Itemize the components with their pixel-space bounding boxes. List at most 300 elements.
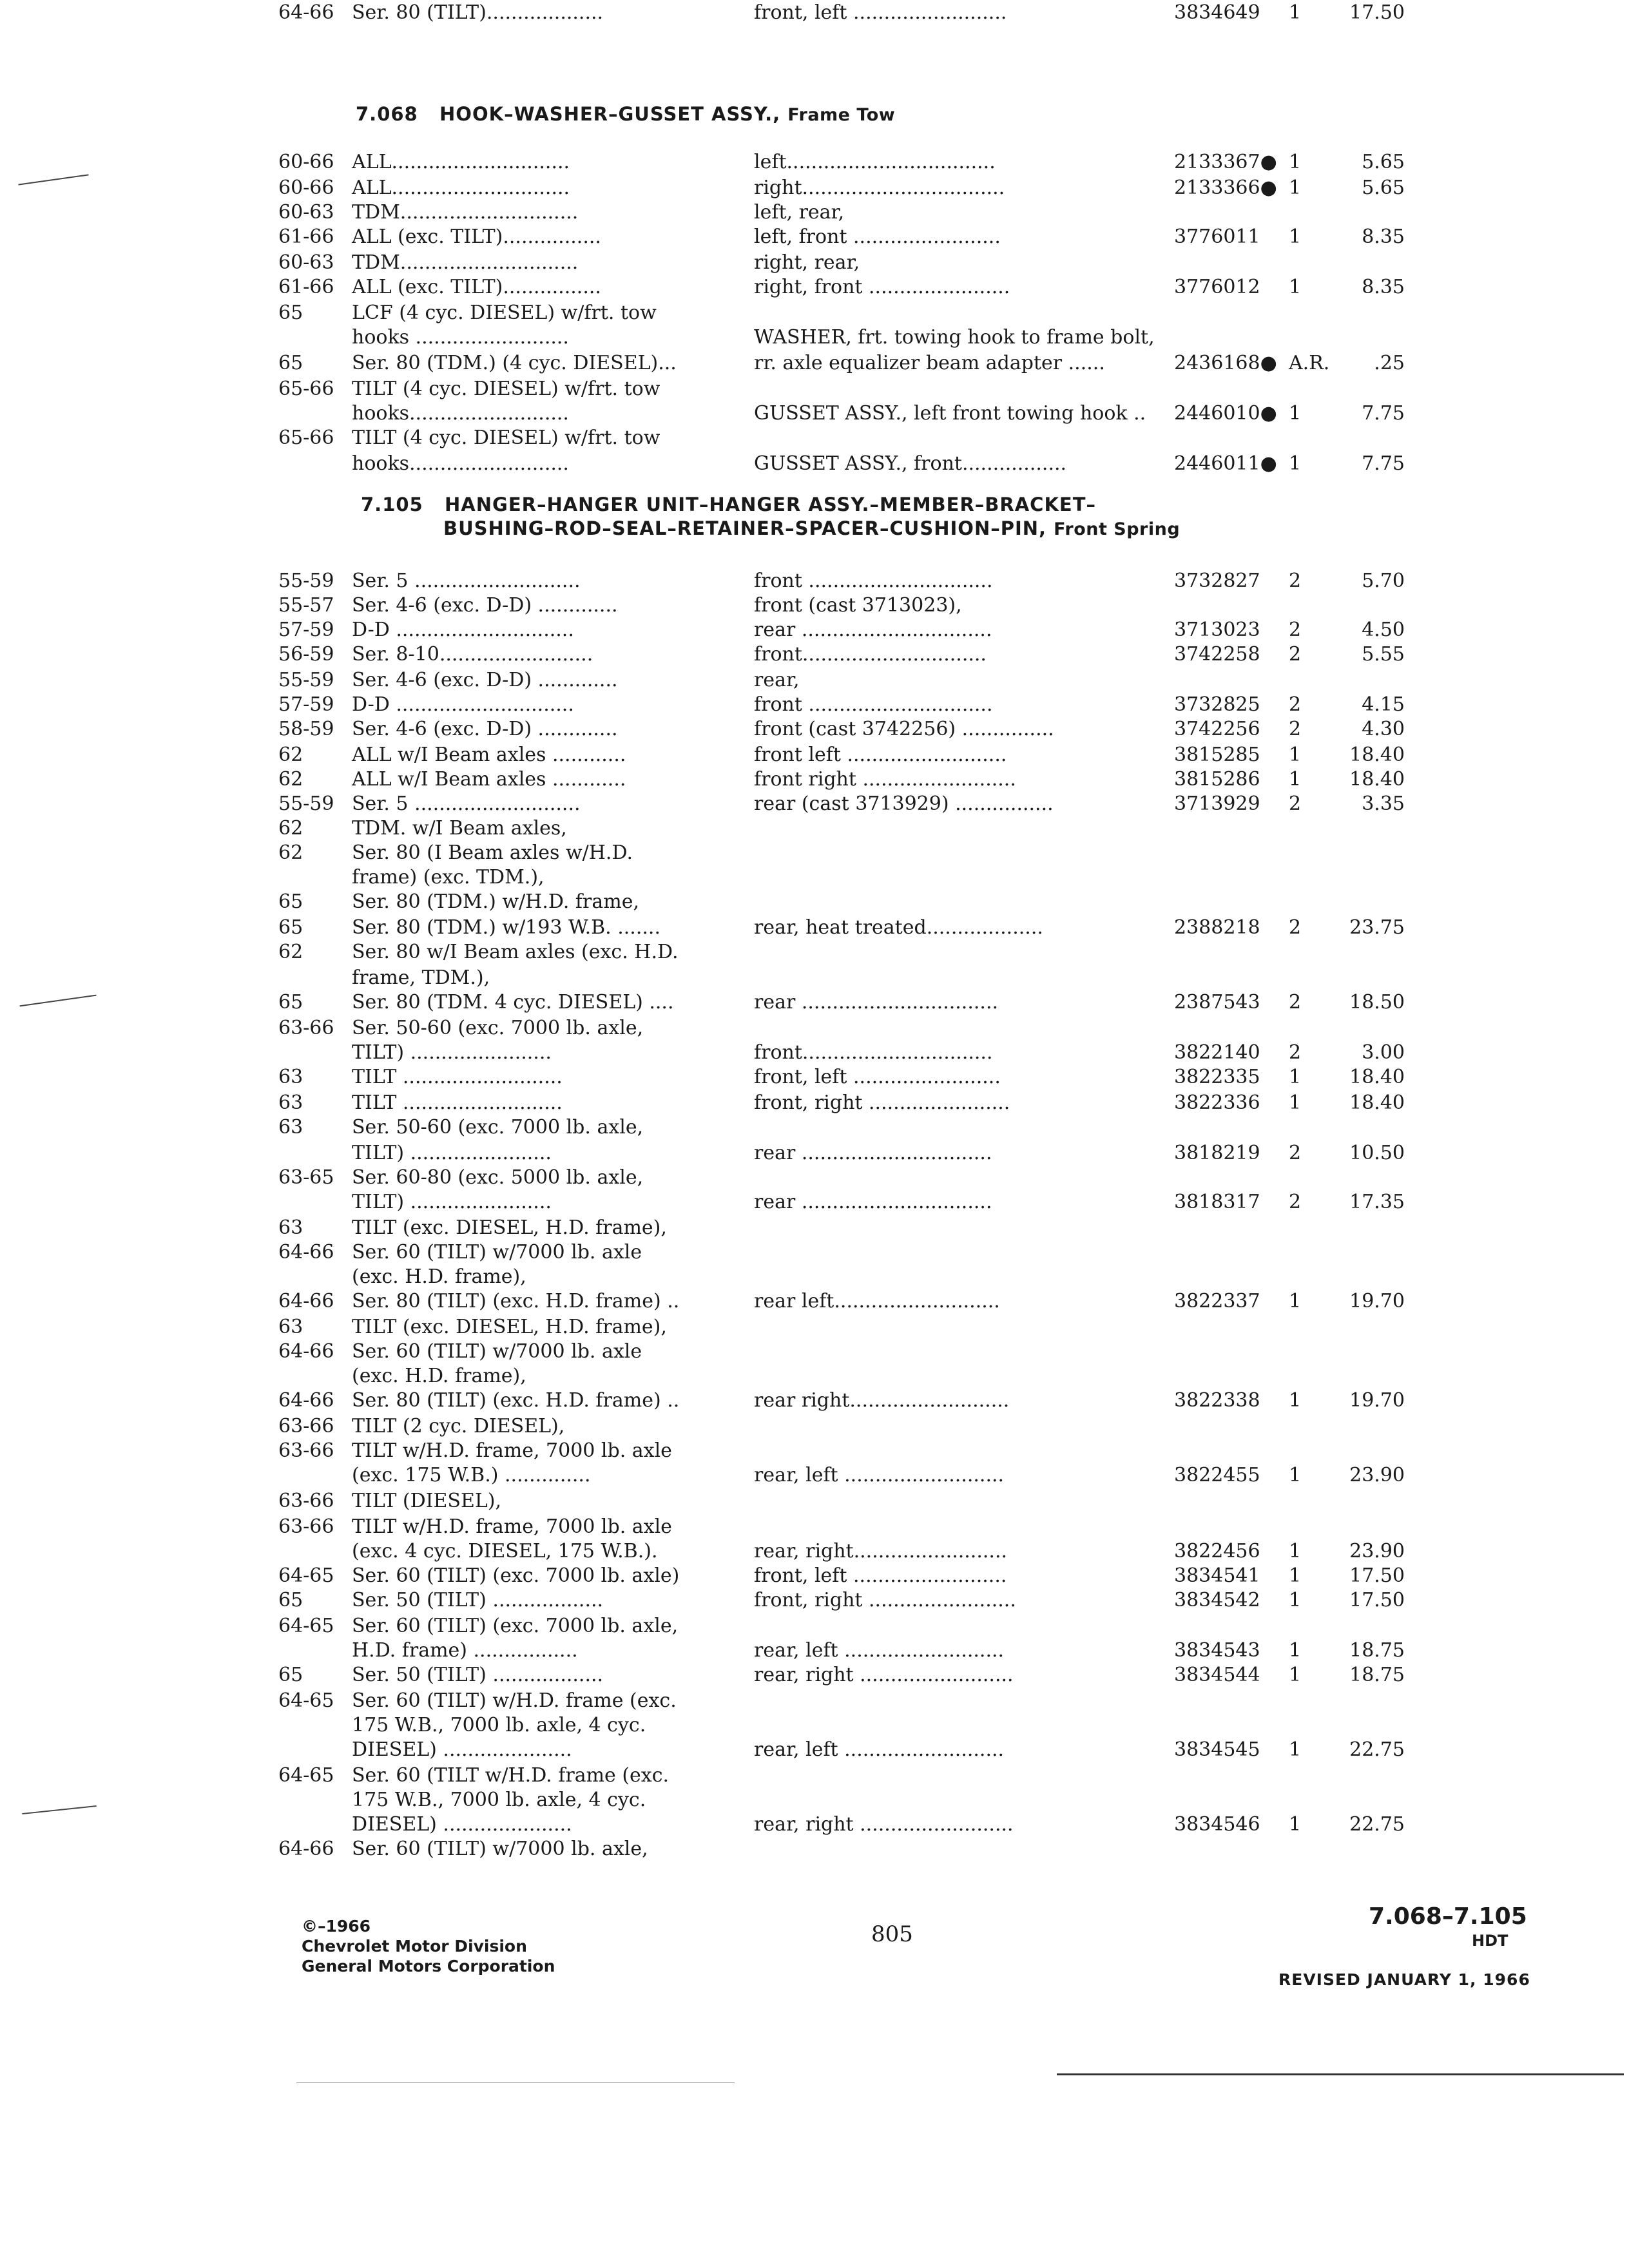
quantity-cell: 1 (1289, 1, 1302, 24)
model-cell: Ser. 60 (TILT) (exc. 7000 lb. axle) (352, 1564, 680, 1587)
table-row (0, 1737, 1629, 1763)
part-number-cell: 3776012 (1174, 276, 1260, 298)
part-number-cell: 3834542 (1174, 1589, 1260, 1611)
year-cell: 60-66 (278, 151, 334, 173)
price-cell: 18.50 (1349, 991, 1405, 1014)
quantity-cell: 1 (1289, 402, 1302, 425)
part-number-cell: 2446011● (1174, 452, 1277, 475)
table-row (0, 1488, 1629, 1514)
table-row (0, 1588, 1629, 1613)
table-row (0, 1688, 1629, 1714)
year-cell: 62 (278, 941, 304, 963)
table-row (0, 990, 1629, 1015)
description-cell: front right ......................... (754, 768, 1016, 791)
price-cell: 5.65 (1362, 177, 1405, 199)
part-number-cell: 3713023 (1174, 619, 1260, 641)
table-row (0, 376, 1629, 402)
section-header-7105-line2 (443, 517, 1180, 539)
part-number-cell: 3834541 (1174, 1564, 1260, 1587)
table-row (0, 568, 1629, 594)
quantity-cell: 2 (1289, 991, 1302, 1014)
description-cell: front............................... (754, 1041, 993, 1064)
price-cell: 17.50 (1349, 1589, 1405, 1611)
year-cell: 64-66 (278, 1389, 334, 1412)
year-cell: 63-66 (278, 1415, 334, 1437)
model-cell: Ser. 80 (TILT) (exc. H.D. frame) .. (352, 1389, 680, 1412)
year-cell: 63-66 (278, 1490, 334, 1512)
quantity-cell: 1 (1289, 1664, 1302, 1686)
description-cell: rear, left .......................... (754, 1464, 1005, 1486)
model-cell: Ser. 8-10......................... (352, 643, 593, 666)
model-cell: ALL w/I Beam axles ............ (352, 744, 626, 766)
price-cell: .25 (1374, 352, 1405, 374)
part-number-cell: 2387543 (1174, 991, 1260, 1014)
model-cell: TILT (4 cyc. DIESEL) w/frt. tow (352, 378, 660, 400)
table-row (0, 1339, 1629, 1365)
part-number-cell: 3834544 (1174, 1664, 1260, 1686)
quantity-cell: 1 (1289, 452, 1302, 475)
quantity-cell: 2 (1289, 916, 1302, 939)
description-cell: front, left ......................... (754, 1564, 1007, 1587)
table-row (0, 1713, 1629, 1738)
year-cell: 65 (278, 890, 304, 913)
table-row (0, 1514, 1629, 1540)
part-number-cell: 3834546 (1174, 1813, 1260, 1836)
table-row (0, 1189, 1629, 1215)
description-cell: left.................................. (754, 151, 996, 173)
table-row (0, 250, 1629, 276)
part-number-cell: 3742258 (1174, 643, 1260, 666)
table-row (0, 274, 1629, 300)
quantity-cell: 1 (1289, 226, 1302, 248)
table-row (0, 1763, 1629, 1789)
description-cell: right................................. (754, 177, 1005, 199)
table-row (0, 1438, 1629, 1464)
year-cell: 64-66 (278, 1838, 334, 1860)
year-cell: 61-66 (278, 276, 334, 298)
quantity-cell: 1 (1289, 1290, 1302, 1312)
quantity-cell: 2 (1289, 570, 1302, 592)
part-number-cell: 3732825 (1174, 693, 1260, 716)
quantity-cell: 1 (1289, 744, 1302, 766)
table-row (0, 1414, 1629, 1439)
model-cell: TILT (DIESEL), (352, 1490, 502, 1512)
model-cell: Ser. 60 (TILT) w/7000 lb. axle (352, 1340, 642, 1363)
year-cell: 57-59 (278, 619, 334, 641)
table-row (0, 1215, 1629, 1241)
part-number-cell: 3822336 (1174, 1091, 1260, 1114)
model-cell: ALL w/I Beam axles ............ (352, 768, 626, 791)
table-row (0, 965, 1629, 991)
table-row (0, 1388, 1629, 1414)
model-cell: ALL (exc. TILT)................ (352, 226, 601, 248)
part-number-cell: 3818219 (1174, 1142, 1260, 1164)
model-cell: D-D ............................. (352, 619, 574, 641)
model-cell: TILT) ....................... (352, 1142, 552, 1164)
table-row (0, 1563, 1629, 1589)
table-row (0, 401, 1629, 427)
quantity-cell: 1 (1289, 177, 1302, 199)
table-row (0, 1638, 1629, 1664)
model-cell: Ser. 50 (TILT) .................. (352, 1664, 604, 1686)
description-cell: front, left ........................ (754, 1066, 1001, 1088)
table-row (0, 1240, 1629, 1265)
description-cell: left, rear, (754, 201, 845, 224)
part-number-cell: 2436168● (1174, 352, 1277, 374)
part-number-cell: 3834543 (1174, 1639, 1260, 1662)
table-row (0, 716, 1629, 742)
description-cell: rear ............................... (754, 1191, 992, 1213)
part-number-cell: 3776011 (1174, 226, 1260, 248)
description-cell: front (cast 3713023), (754, 594, 962, 617)
price-cell: 18.40 (1349, 744, 1405, 766)
quantity-cell: 2 (1289, 1142, 1302, 1164)
description-cell: rear, heat treated................... (754, 916, 1043, 939)
model-cell: Ser. 60 (TILT) (exc. 7000 lb. axle, (352, 1615, 679, 1637)
section-number: 7.068 (356, 103, 418, 125)
table-row (0, 1662, 1629, 1688)
model-cell: hooks.......................... (352, 452, 569, 475)
model-cell: TILT (exc. DIESEL, H.D. frame), (352, 1216, 667, 1239)
model-cell: H.D. frame) ................. (352, 1639, 578, 1662)
quantity-cell: 1 (1289, 1813, 1302, 1836)
model-cell: TDM............................. (352, 201, 579, 224)
part-number-cell: 3818317 (1174, 1191, 1260, 1213)
description-cell: right, rear, (754, 251, 860, 274)
year-cell: 60-63 (278, 251, 334, 274)
model-cell: TILT (exc. DIESEL, H.D. frame), (352, 1316, 667, 1338)
year-cell: 57-59 (278, 693, 334, 716)
quantity-cell: 1 (1289, 1564, 1302, 1587)
model-cell: Ser. 80 (TILT) (exc. H.D. frame) .. (352, 1290, 680, 1312)
table-row (0, 425, 1629, 451)
table-row (0, 200, 1629, 226)
part-number-cell: 3822338 (1174, 1389, 1260, 1412)
description-cell: rear ............................... (754, 619, 992, 641)
price-cell: 3.00 (1362, 1041, 1405, 1064)
model-cell: Ser. 5 ........................... (352, 793, 581, 815)
model-cell: Ser. 80 (TILT)................... (352, 1, 604, 24)
model-cell: TILT (4 cyc. DIESEL) w/frt. tow (352, 427, 660, 449)
year-cell: 62 (278, 841, 304, 864)
price-cell: 17.50 (1349, 1564, 1405, 1587)
table-row (0, 617, 1629, 643)
price-cell: 18.40 (1349, 1091, 1405, 1114)
quantity-cell: 1 (1289, 1738, 1302, 1761)
table-row (0, 1115, 1629, 1140)
table-row (0, 1090, 1629, 1116)
year-cell: 60-63 (278, 201, 334, 224)
year-cell: 65-66 (278, 378, 334, 400)
quantity-cell: 1 (1289, 1091, 1302, 1114)
model-cell: ALL............................. (352, 177, 570, 199)
description-cell: rear, left .......................... (754, 1738, 1005, 1761)
section-header-7105 (361, 494, 1096, 515)
description-cell: rear, right ......................... (754, 1664, 1014, 1686)
price-cell: 22.75 (1349, 1813, 1405, 1836)
table-row (0, 224, 1629, 250)
model-cell: DIESEL) ..................... (352, 1813, 572, 1836)
year-cell: 64-66 (278, 1340, 334, 1363)
model-cell: (exc. 4 cyc. DIESEL, 175 W.B.). (352, 1540, 658, 1562)
description-cell: rear, right ......................... (754, 1813, 1014, 1836)
section-title: HOOK–WASHER–GUSSET ASSY., (439, 103, 781, 125)
table-row (0, 1264, 1629, 1290)
description-cell: front left .......................... (754, 744, 1007, 766)
part-number-cell: 3822455 (1174, 1464, 1260, 1486)
part-number-cell: 2388218 (1174, 916, 1260, 939)
model-cell: TDM............................. (352, 251, 579, 274)
quantity-cell: 1 (1289, 1389, 1302, 1412)
model-cell: hooks ......................... (352, 326, 569, 349)
model-cell: TILT w/H.D. frame, 7000 lb. axle (352, 1439, 672, 1462)
model-cell: LCF (4 cyc. DIESEL) w/frt. tow (352, 302, 657, 324)
table-row (0, 791, 1629, 817)
section-number: 7.105 (361, 494, 423, 515)
model-cell: 175 W.B., 7000 lb. axle, 4 cyc. (352, 1714, 646, 1736)
description-cell: rr. axle equalizer beam adapter ...... (754, 352, 1105, 374)
price-cell: 18.75 (1349, 1639, 1405, 1662)
year-cell: 61-66 (278, 226, 334, 248)
model-cell: frame) (exc. TDM.), (352, 866, 545, 889)
price-cell: 4.30 (1362, 718, 1405, 740)
description-cell: front .............................. (754, 693, 993, 716)
model-cell: Ser. 80 (I Beam axles w/H.D. (352, 841, 633, 864)
year-cell: 63-66 (278, 1017, 334, 1039)
price-cell: 7.75 (1362, 452, 1405, 475)
model-cell: Ser. 60 (TILT) w/7000 lb. axle (352, 1241, 642, 1264)
quantity-cell: 1 (1289, 768, 1302, 791)
year-cell: 64-65 (278, 1615, 334, 1637)
price-cell: 5.55 (1362, 643, 1405, 666)
model-cell: Ser. 50 (TILT) .................. (352, 1589, 604, 1611)
quantity-cell: 1 (1289, 1066, 1302, 1088)
table-row (0, 767, 1629, 793)
year-cell: 62 (278, 744, 304, 766)
price-cell: 10.50 (1349, 1142, 1405, 1164)
model-cell: Ser. 50-60 (exc. 7000 lb. axle, (352, 1017, 644, 1039)
table-row (0, 642, 1629, 668)
table-row (0, 1463, 1629, 1488)
quantity-cell: 2 (1289, 619, 1302, 641)
price-cell: 5.70 (1362, 570, 1405, 592)
model-cell: DIESEL) ..................... (352, 1738, 572, 1761)
part-number-cell: 3713929 (1174, 793, 1260, 815)
description-cell: GUSSET ASSY., left front towing hook .. (754, 402, 1146, 425)
table-row (0, 1812, 1629, 1838)
table-row (0, 325, 1629, 351)
description-cell: rear right.......................... (754, 1389, 1010, 1412)
table-row (0, 1040, 1629, 1066)
price-cell: 17.35 (1349, 1191, 1405, 1213)
description-cell: WASHER, frt. towing hook to frame bolt, (754, 326, 1155, 349)
price-cell: 18.40 (1349, 768, 1405, 791)
year-cell: 64-66 (278, 1241, 334, 1264)
model-cell: (exc. H.D. frame), (352, 1365, 526, 1387)
quantity-cell: 1 (1289, 1589, 1302, 1611)
part-number-cell: 3822456 (1174, 1540, 1260, 1562)
table-row (0, 1539, 1629, 1564)
price-cell: 22.75 (1349, 1738, 1405, 1761)
model-cell: TILT (2 cyc. DIESEL), (352, 1415, 565, 1437)
corporation-line: General Motors Corporation (302, 1957, 555, 1975)
bottom-rule-left (296, 2082, 735, 2083)
year-cell: 63 (278, 1216, 304, 1239)
table-row (0, 175, 1629, 201)
description-cell: rear (cast 3713929) ................ (754, 793, 1054, 815)
table-row (0, 593, 1629, 619)
price-cell: 19.70 (1349, 1389, 1405, 1412)
model-cell: TILT) ....................... (352, 1041, 552, 1064)
model-cell: frame, TDM.), (352, 966, 490, 989)
model-cell: Ser. 80 (TDM. 4 cyc. DIESEL) .... (352, 991, 674, 1014)
table-row (0, 668, 1629, 693)
model-cell: Ser. 4-6 (exc. D-D) ............. (352, 594, 618, 617)
description-cell: rear, (754, 669, 800, 691)
model-cell: Ser. 60-80 (exc. 5000 lb. axle, (352, 1166, 644, 1189)
description-cell: front, right ....................... (754, 1091, 1010, 1114)
quantity-cell: 2 (1289, 1041, 1302, 1064)
year-cell: 65 (278, 916, 304, 939)
model-cell: Ser. 60 (TILT w/H.D. frame (exc. (352, 1764, 670, 1787)
model-cell: Ser. 80 (TDM.) (4 cyc. DIESEL)... (352, 352, 677, 374)
model-cell: Ser. 5 ........................... (352, 570, 581, 592)
model-cell: D-D ............................. (352, 693, 574, 716)
price-cell: 23.90 (1349, 1464, 1405, 1486)
table-row (0, 889, 1629, 915)
section-header-7068 (356, 103, 895, 125)
model-cell: TILT .......................... (352, 1066, 563, 1088)
year-cell: 63 (278, 1066, 304, 1088)
model-cell: Ser. 60 (TILT) w/7000 lb. axle, (352, 1838, 648, 1860)
model-cell: TDM. w/I Beam axles, (352, 817, 567, 840)
table-row (0, 742, 1629, 768)
description-cell: GUSSET ASSY., front................. (754, 452, 1067, 475)
year-cell: 55-59 (278, 793, 334, 815)
table-row (0, 1787, 1629, 1813)
table-row (0, 300, 1629, 326)
price-cell: 8.35 (1362, 276, 1405, 298)
part-number-cell: 2446010● (1174, 402, 1277, 425)
part-number-cell: 3742256 (1174, 718, 1260, 740)
model-cell: (exc. 175 W.B.) .............. (352, 1464, 591, 1486)
year-cell: 55-59 (278, 669, 334, 691)
model-cell: Ser. 80 (TDM.) w/193 W.B. ....... (352, 916, 660, 939)
price-cell: 18.40 (1349, 1066, 1405, 1088)
year-cell: 65-66 (278, 427, 334, 449)
part-number-cell: 3834545 (1174, 1738, 1260, 1761)
table-row (0, 451, 1629, 477)
quantity-cell: 2 (1289, 793, 1302, 815)
year-cell: 65 (278, 991, 304, 1014)
part-number-cell: 2133367● (1174, 151, 1277, 173)
model-cell: TILT) ....................... (352, 1191, 552, 1213)
description-cell: front .............................. (754, 570, 993, 592)
description-cell: front (cast 3742256) ............... (754, 718, 1054, 740)
table-row (0, 1165, 1629, 1191)
model-cell: hooks.......................... (352, 402, 569, 425)
division-line: Chevrolet Motor Division (302, 1937, 527, 1956)
year-cell: 55-59 (278, 570, 334, 592)
model-cell: Ser. 4-6 (exc. D-D) ............. (352, 669, 618, 691)
price-cell: 3.35 (1362, 793, 1405, 815)
quantity-cell: 2 (1289, 1191, 1302, 1213)
price-cell: 23.75 (1349, 916, 1405, 939)
year-cell: 65 (278, 1664, 304, 1686)
year-cell: 65 (278, 352, 304, 374)
description-cell: rear left........................... (754, 1290, 1000, 1312)
price-cell: 17.50 (1349, 1, 1405, 24)
section-subtitle: Frame Tow (787, 105, 896, 125)
quantity-cell: 2 (1289, 693, 1302, 716)
model-cell: TILT w/H.D. frame, 7000 lb. axle (352, 1515, 672, 1538)
description-cell: front.............................. (754, 643, 987, 666)
table-row (0, 0, 1629, 26)
description-cell: left, front ........................ (754, 226, 1001, 248)
year-cell: 55-57 (278, 594, 334, 617)
description-cell: rear ............................... (754, 1142, 992, 1164)
year-cell: 65 (278, 302, 304, 324)
part-number-cell: 3822335 (1174, 1066, 1260, 1088)
table-row (0, 1289, 1629, 1314)
quantity-cell: 2 (1289, 718, 1302, 740)
year-cell: 63 (278, 1091, 304, 1114)
model-cell: ALL............................. (352, 151, 570, 173)
quantity-cell: A.R. (1289, 352, 1330, 374)
table-row (0, 1015, 1629, 1041)
price-cell: 4.15 (1362, 693, 1405, 716)
description-cell: rear, right......................... (754, 1540, 1008, 1562)
model-cell: Ser. 80 (TDM.) w/H.D. frame, (352, 890, 640, 913)
part-number-cell: 3815286 (1174, 768, 1260, 791)
bottom-rule-right (1057, 2073, 1624, 2075)
description-cell: front, right ........................ (754, 1589, 1016, 1611)
part-number-cell: 3822337 (1174, 1290, 1260, 1312)
table-row (0, 915, 1629, 941)
part-number-cell: 3815285 (1174, 744, 1260, 766)
quantity-cell: 1 (1289, 1639, 1302, 1662)
model-cell: ALL (exc. TILT)................ (352, 276, 601, 298)
model-cell: Ser. 80 w/I Beam axles (exc. H.D. (352, 941, 679, 963)
part-number-cell: 2133366● (1174, 177, 1277, 199)
revised-date: REVISED JANUARY 1, 1966 (1278, 1970, 1530, 1989)
year-cell: 63 (278, 1116, 304, 1139)
quantity-cell: 1 (1289, 1464, 1302, 1486)
price-cell: 4.50 (1362, 619, 1405, 641)
part-number-cell: 3732827 (1174, 570, 1260, 592)
table-row (0, 1314, 1629, 1340)
table-row (0, 1613, 1629, 1639)
year-cell: 60-66 (278, 177, 334, 199)
footer-copyright (302, 1916, 555, 1976)
section-title-line1: HANGER–HANGER UNIT–HANGER ASSY.–MEMBER–BRACKET– (445, 494, 1097, 515)
table-row (0, 865, 1629, 890)
year-cell: 63-66 (278, 1439, 334, 1462)
part-number-cell: 3822140 (1174, 1041, 1260, 1064)
table-row (0, 149, 1629, 175)
year-cell: 64-66 (278, 1290, 334, 1312)
quantity-cell: 2 (1289, 643, 1302, 666)
year-cell: 64-65 (278, 1764, 334, 1787)
price-cell: 8.35 (1362, 226, 1405, 248)
price-cell: 5.65 (1362, 151, 1405, 173)
section-title-line2: BUSHING–ROD–SEAL–RETAINER–SPACER–CUSHION–PIN, (443, 517, 1047, 539)
table-row (0, 692, 1629, 718)
table-row (0, 840, 1629, 866)
year-cell: 64-66 (278, 1, 334, 24)
section-code: HDT (1472, 1932, 1509, 1950)
model-cell: Ser. 4-6 (exc. D-D) ............. (352, 718, 618, 740)
